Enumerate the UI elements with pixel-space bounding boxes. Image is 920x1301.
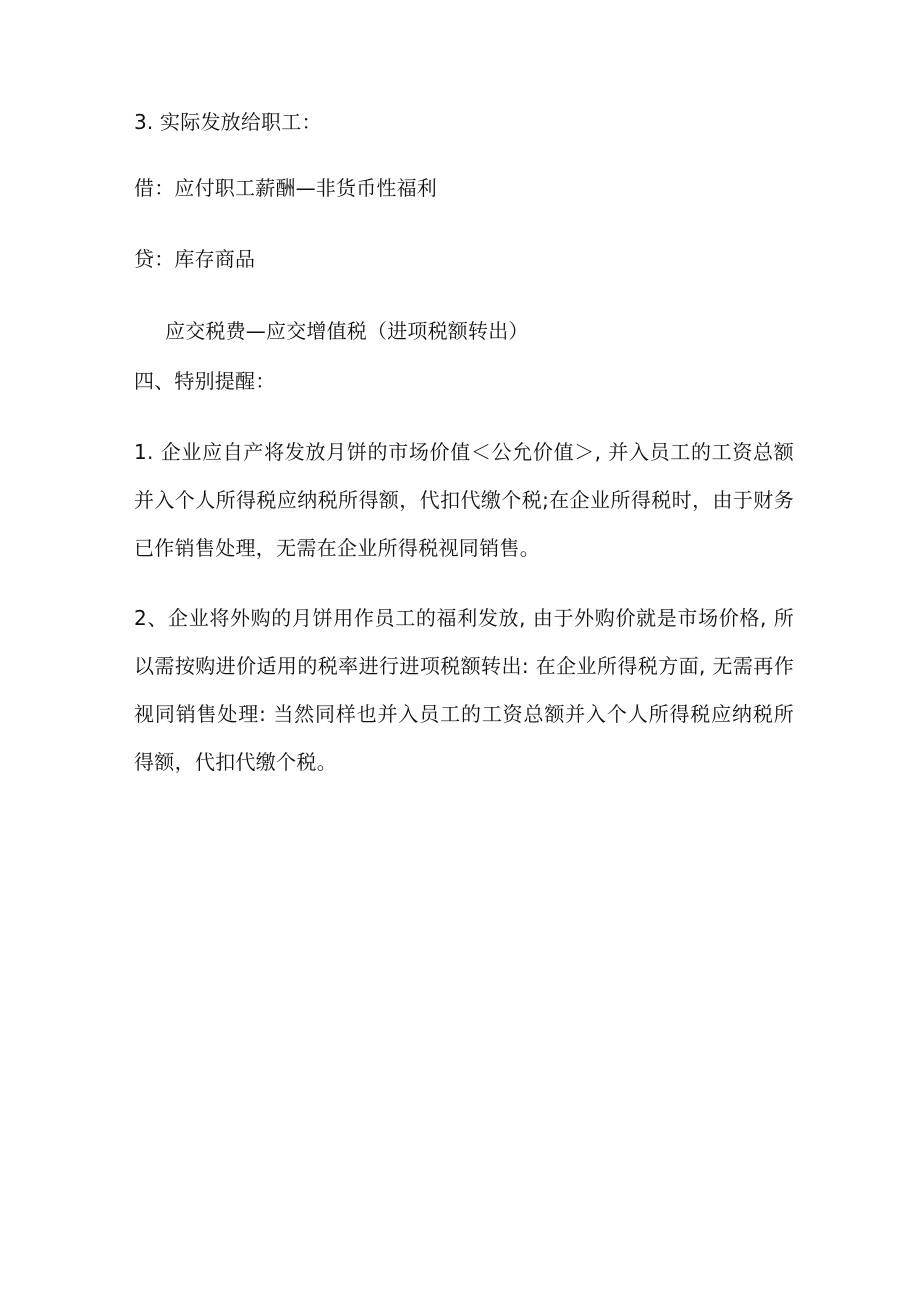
debit-entry: 借：应付职工薪酬—非货币性福利	[134, 176, 437, 200]
credit-sub-entry: 应交税费—应交增值税（进项税额转出）	[165, 319, 529, 343]
section-3-heading: 3. 实际发放给职工：	[134, 110, 322, 134]
reminder-paragraph-1: 1. 企业应自产将发放月饼的市场价值＜公允价值＞, 并入员工的工资总额并入个人所得税应纳税所得额，代扣代缴个税;在企业所得税时，由于财务已作销售处理，无需在企业所得税视同销售。	[134, 440, 794, 560]
credit-entry: 贷：库存商品	[134, 247, 256, 271]
reminder-paragraph-2: 2、企业将外购的月饼用作员工的福利发放, 由于外购价就是市场价格, 所以需按购进价适用的税率进行进项税额转出: 在企业所得税方面, 无需再作视同销售处理: 当然同样也并入员工的工资总额并入个人所得税应纳税所得额，代扣代缴个税。	[134, 606, 794, 774]
section-4-heading: 四、特别提醒：	[134, 369, 276, 393]
